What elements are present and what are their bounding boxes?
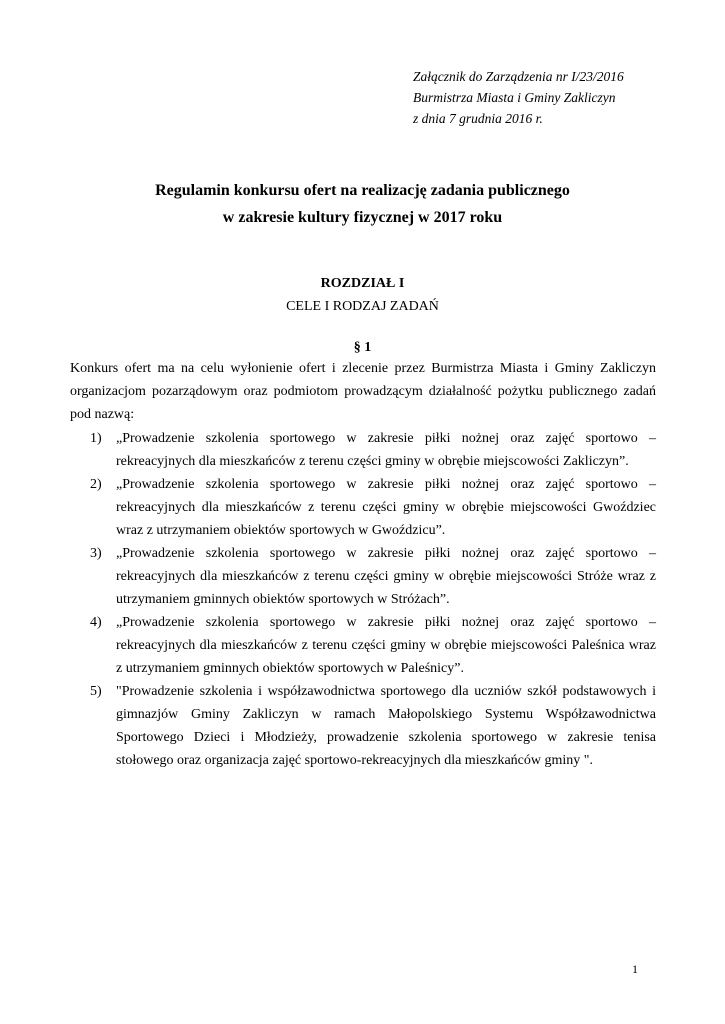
- chapter-heading: [0, 272, 725, 318]
- list-item-number: 3): [90, 546, 102, 561]
- list-item-text: „Prowadzenie szkolenia sportowego w zakresie piłki nożnej oraz zajęć sportowo – rekreacyjnych dla mieszkańców z terenu części gminy w obrębie miejscowości Stróże wraz z utrzymaniem gminnych obiektów sportowych w Stróżach”.: [116, 546, 656, 607]
- list-item-text: „Prowadzenie szkolenia sportowego w zakresie piłki nożnej oraz zajęć sportowo – rekreacyjnych dla mieszkańców z terenu części gminy w obrębie miejscowości Paleśnica wraz z utrzymaniem gminnych obiektów sportowych w Paleśnicy”.: [116, 615, 656, 676]
- list-item-text: "Prowadzenie szkolenia i współzawodnictwa sportowego dla uczniów szkół podstawowych i gimnazjów Gminy Zakliczyn w ramach Małopolskiego Systemu Współzawodnictwa Sportowego Dzieci i Młodzieży, prowadzenie szkolenia sportowego w zakresie tenisa stołowego oraz organizacja zajęć sportowo-rekreacyjnych dla mieszkańców gminy ".: [116, 684, 656, 768]
- list-item: [70, 680, 656, 772]
- document-title: [0, 177, 725, 231]
- annex-line-mayor: Burmistrza Miasta i Gminy Zakliczyn: [413, 90, 616, 105]
- chapter-name: CELE I RODZAJ ZADAŃ: [286, 299, 439, 314]
- list-item-text: „Prowadzenie szkolenia sportowego w zakresie piłki nożnej oraz zajęć sportowo – rekreacyjnych dla mieszkańców z terenu części gminy w obrębie miejscowości Gwoździec wraz z utrzymaniem obiektów sportowych w Gwoździcu”.: [116, 477, 656, 538]
- task-list: [70, 427, 656, 772]
- list-item: [70, 611, 656, 680]
- list-item-number: 4): [90, 615, 102, 630]
- list-item: [70, 542, 656, 611]
- page-number: 1: [632, 962, 638, 976]
- list-item: [70, 427, 656, 473]
- list-item-number: 1): [90, 431, 102, 446]
- chapter-number: ROZDZIAŁ I: [320, 276, 405, 291]
- annex-header: [413, 66, 624, 129]
- annex-line-date: z dnia 7 grudnia 2016 r.: [413, 111, 543, 126]
- title-line-2: w zakresie kultury fizycznej w 2017 roku: [222, 209, 503, 226]
- list-item-text: „Prowadzenie szkolenia sportowego w zakresie piłki nożnej oraz zajęć sportowo – rekreacyjnych dla mieszkańców z terenu części gminy w obrębie miejscowości Zakliczyn”.: [116, 431, 656, 469]
- title-line-1: Regulamin konkursu ofert na realizację zadania publicznego: [155, 182, 570, 199]
- list-item-number: 2): [90, 477, 102, 492]
- list-item-number: 5): [90, 684, 102, 699]
- list-item: [70, 473, 656, 542]
- annex-line-ordinance: Załącznik do Zarządzenia nr I/23/2016: [413, 69, 624, 84]
- section-intro: Konkurs ofert ma na celu wyłonienie ofert i zlecenie przez Burmistrza Miasta i Gminy Zakliczyn organizacjom pozarządowym oraz podmiotom prowadzącym działalność pożytku publicznego zadań pod nazwą:: [70, 361, 656, 422]
- section-symbol: § 1: [353, 340, 372, 355]
